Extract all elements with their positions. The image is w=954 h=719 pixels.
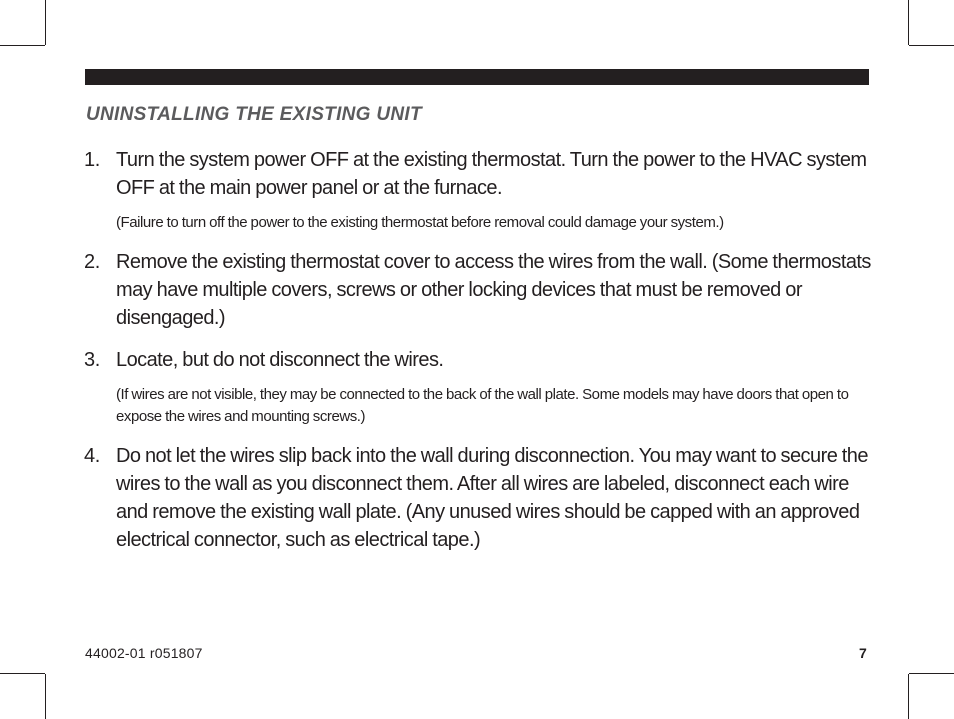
step-number: 4.	[84, 445, 100, 467]
crop-mark-bottom-left-vertical	[45, 674, 46, 719]
crop-mark-top-left-horizontal	[0, 45, 45, 46]
step-text: Do not let the wires slip back into the wall during disconnection. You may want to secure the wires to the wall as you disconnect them. After all wires are labeled, disconnect each wire and remove the existing wall plate. (Any unused wires should be capped with an approved electrical connector, such as electrical tape.)	[116, 445, 868, 551]
step-text: Remove the existing thermostat cover to access the wires from the wall. (Some thermostats may have multiple covers, screws or other locking devices that must be removed or disengaged.)	[116, 251, 871, 329]
instruction-step	[84, 346, 874, 428]
step-text: Turn the system power OFF at the existing thermostat. Turn the power to the HVAC system OFF at the main power panel or at the furnace.	[116, 149, 867, 199]
instruction-step	[84, 248, 874, 332]
step-number: 1.	[84, 149, 100, 171]
instruction-step	[84, 146, 874, 234]
crop-mark-top-right-horizontal	[909, 45, 954, 46]
page-number: 7	[859, 645, 867, 661]
step-text: Locate, but do not disconnect the wires.	[116, 349, 444, 371]
crop-mark-top-left-vertical	[45, 0, 46, 45]
instruction-list	[84, 146, 874, 568]
crop-mark-bottom-left-horizontal	[0, 673, 45, 674]
crop-mark-top-right-vertical	[908, 0, 909, 45]
instruction-step	[84, 442, 874, 554]
section-heading: UNINSTALLING THE EXISTING UNIT	[86, 104, 422, 125]
document-code: 44002-01 r051807	[85, 645, 203, 661]
crop-mark-bottom-right-horizontal	[909, 673, 954, 674]
step-note: (Failure to turn off the power to the existing thermostat before removal could damage your system.)	[116, 214, 724, 231]
step-number: 2.	[84, 251, 100, 273]
step-number: 3.	[84, 349, 100, 371]
step-note: (If wires are not visible, they may be connected to the back of the wall plate. Some models may have doors that open to expose the wires and mounting screws.)	[116, 386, 849, 425]
crop-mark-bottom-right-vertical	[908, 674, 909, 719]
header-bar	[85, 69, 869, 85]
